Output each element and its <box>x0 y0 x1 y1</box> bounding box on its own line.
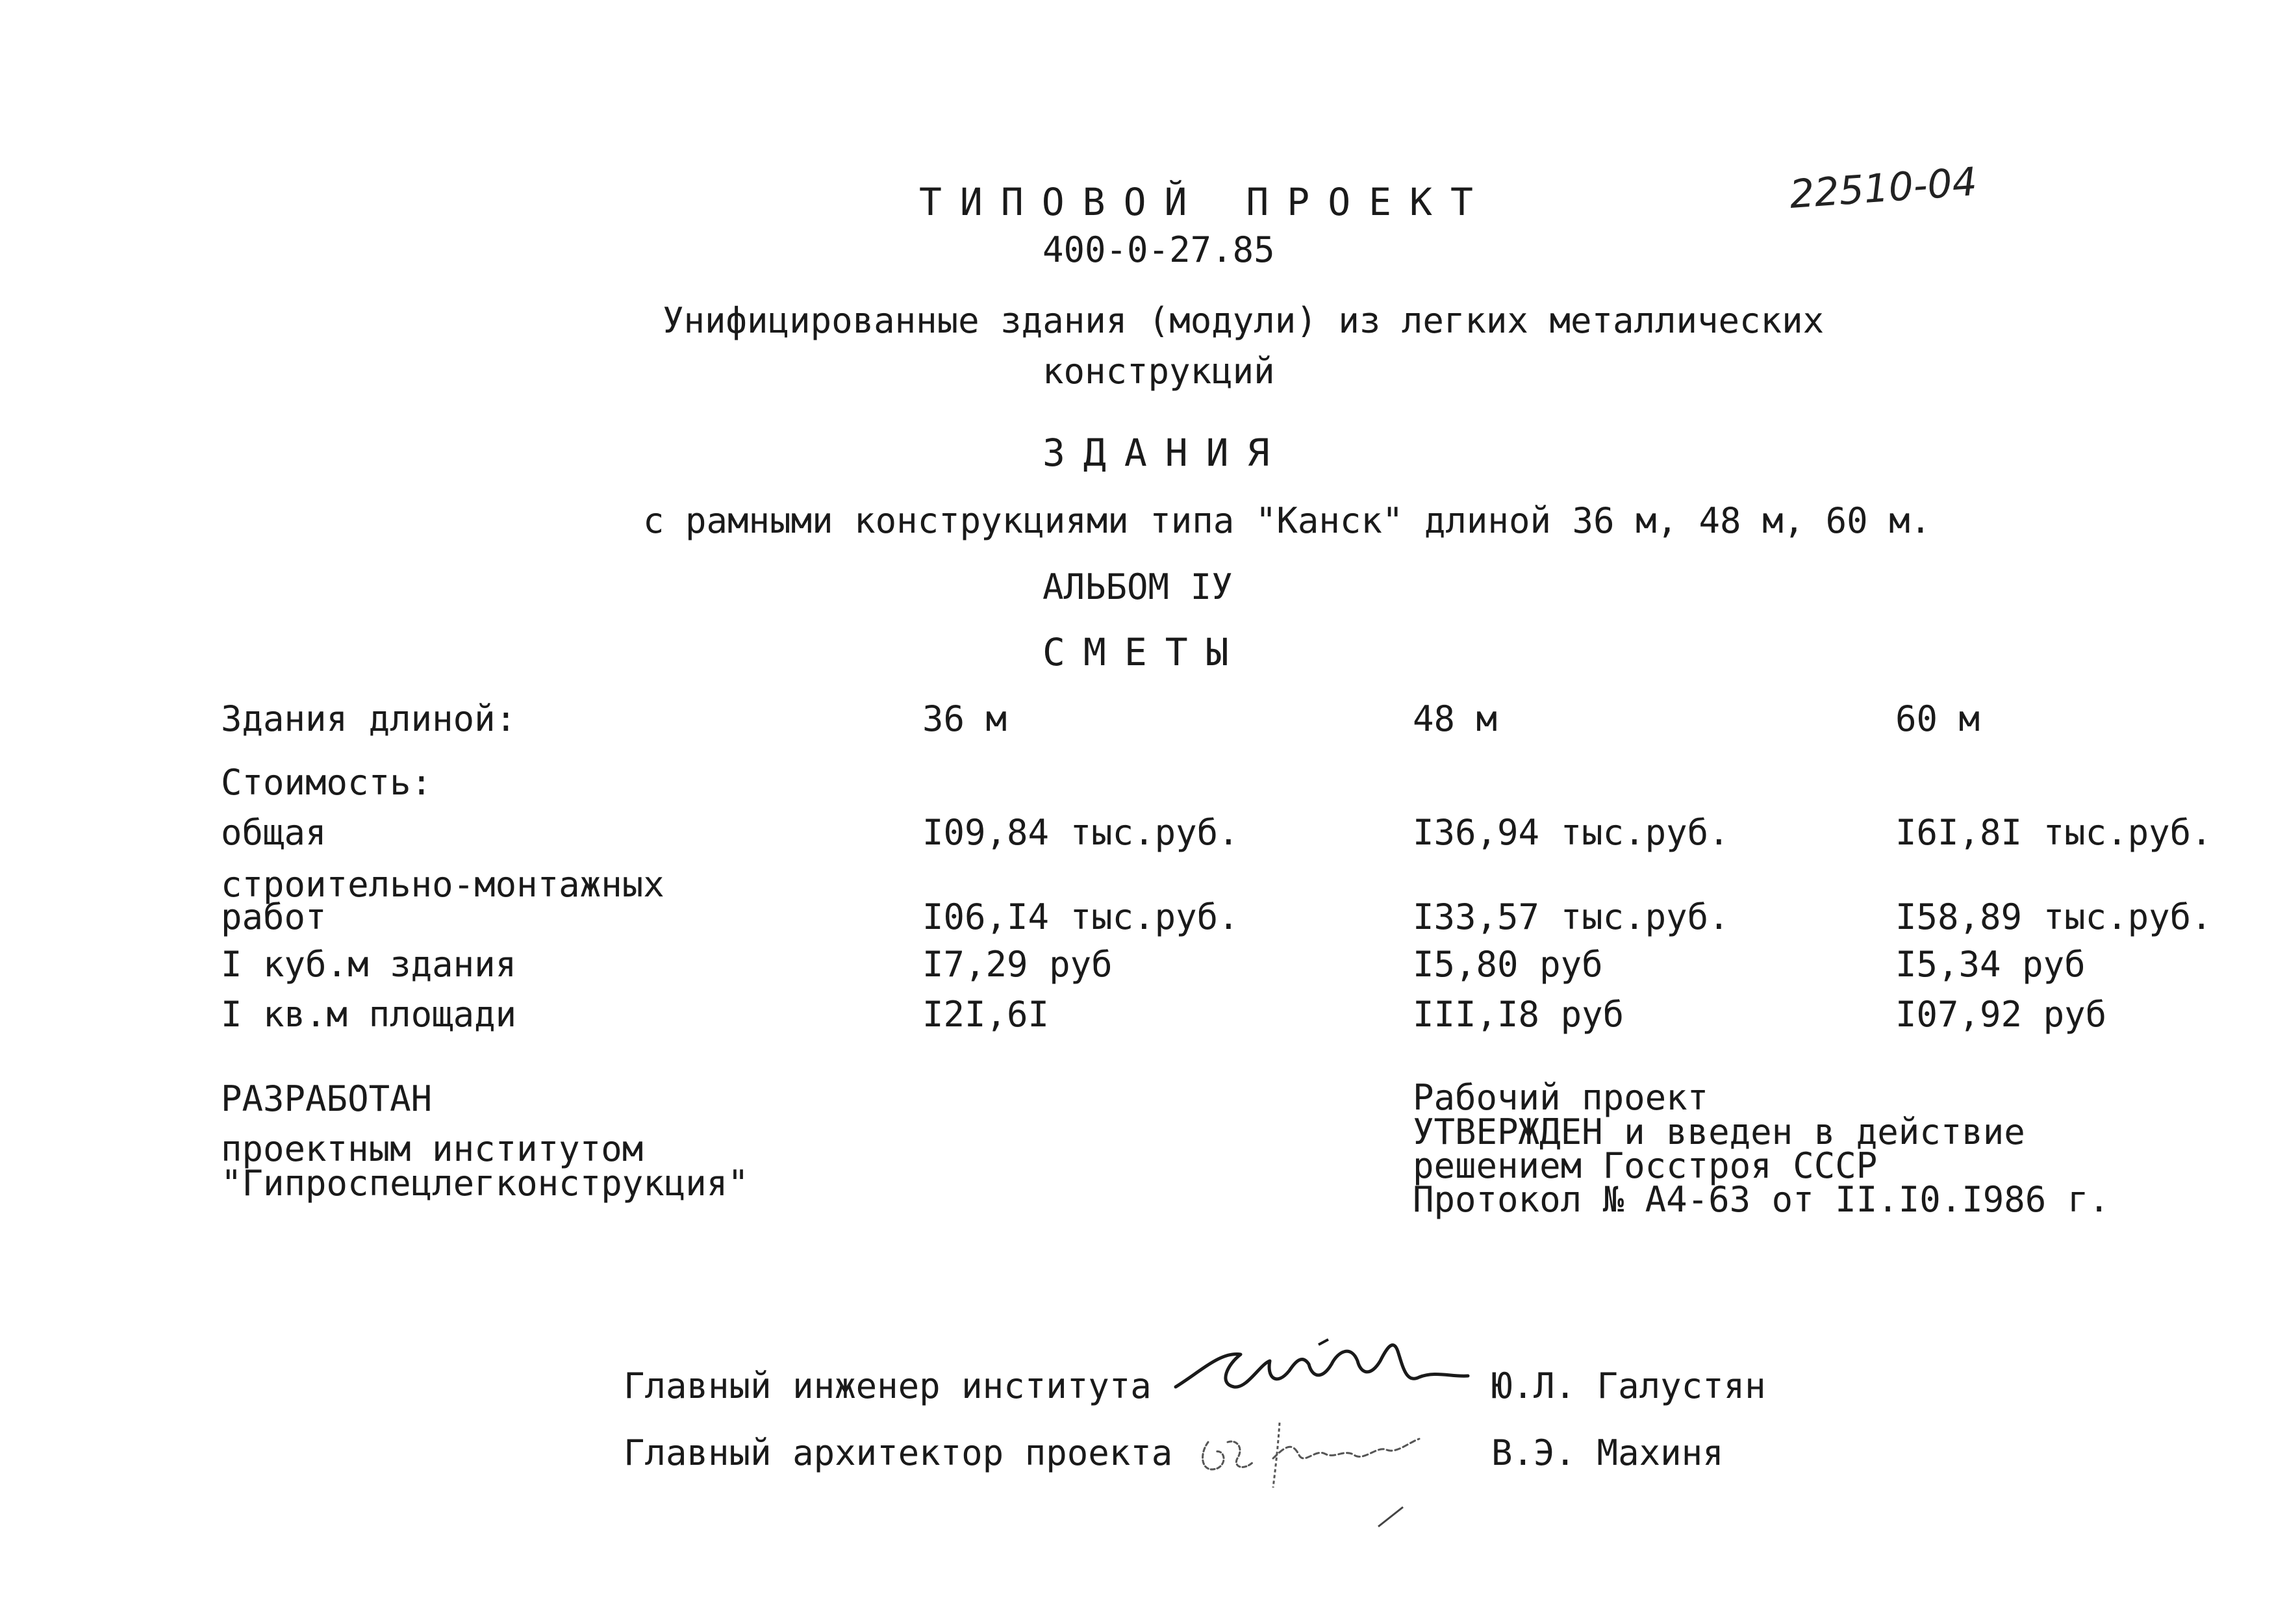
row-total-36: I09,84 тыс.руб. <box>922 812 1239 853</box>
length-48: 48 м <box>1413 698 1498 739</box>
approval-line-2: УТВЕРЖДЕН и введен в действие <box>1413 1111 2025 1152</box>
approval-line-1: Рабочий проект <box>1413 1077 1709 1118</box>
row-cubic-48: I5,80 руб <box>1413 944 1603 985</box>
row-cubic-label: I куб.м здания <box>221 944 517 985</box>
row-area-48: III,I8 руб <box>1413 994 1624 1035</box>
project-number: 400-0-27.85 <box>1042 229 1275 270</box>
approval-line-3: решением Госстроя СССР <box>1413 1145 1878 1186</box>
subtitle-line-1: Унифицированные здания (модули) из легких металлических <box>663 300 1825 341</box>
row-area-36: I2I,6I <box>922 994 1050 1035</box>
document-title: ТИПОВОЙ ПРОЕКТ <box>919 180 1491 224</box>
subtitle-line-2: конструкций <box>1042 351 1275 392</box>
length-60: 60 м <box>1895 698 1980 739</box>
row-area-label: I кв.м площади <box>221 994 517 1035</box>
signatory-name-2: В.Э. Махиня <box>1491 1432 1724 1473</box>
row-total-label: общая <box>221 812 327 853</box>
album-title: СМЕТЫ <box>1042 630 1247 674</box>
row-total-60: I6I,8I тыс.руб. <box>1895 812 2212 853</box>
developer-line-1: проектным институтом <box>221 1128 644 1169</box>
cost-label: Стоимость: <box>221 762 433 803</box>
section-title: ЗДАНИЯ <box>1042 431 1288 475</box>
row-area-60: I07,92 руб <box>1895 994 2107 1035</box>
building-description: с рамными конструкциями типа "Канск" длиной 36 м, 48 м, 60 м. <box>643 500 1932 541</box>
row-construction-label-1: строительно-монтажных <box>221 864 664 905</box>
signature-position-1: Главный инженер института <box>624 1365 1152 1406</box>
row-total-48: I36,94 тыс.руб. <box>1413 812 1730 853</box>
signature-position-2: Главный архитектор проекта <box>624 1432 1173 1473</box>
row-construction-60: I58,89 тыс.руб. <box>1895 896 2212 937</box>
row-construction-48: I33,57 тыс.руб. <box>1413 896 1730 937</box>
row-cubic-60: I5,34 руб <box>1895 944 2086 985</box>
row-construction-label-2: работ <box>221 896 327 937</box>
inventory-number: 22510-04 <box>1788 159 1978 218</box>
length-36: 36 м <box>922 698 1007 739</box>
signature-makhinya <box>1189 1403 1474 1533</box>
album-number: АЛЬБОМ IУ <box>1042 566 1233 607</box>
developer-line-2: "Гипроспецлегконструкция" <box>221 1163 749 1204</box>
row-construction-36: I06,I4 тыс.руб. <box>922 896 1239 937</box>
developer-heading: РАЗРАБОТАН <box>221 1078 433 1119</box>
length-label: Здания длиной: <box>221 698 517 739</box>
row-cubic-36: I7,29 руб <box>922 944 1113 985</box>
signatory-name-1: Ю.Л. Галустян <box>1491 1365 1766 1406</box>
approval-line-4: Протокол № А4-63 от II.I0.I986 г. <box>1413 1179 2110 1220</box>
signature-galustyan <box>1163 1325 1474 1410</box>
